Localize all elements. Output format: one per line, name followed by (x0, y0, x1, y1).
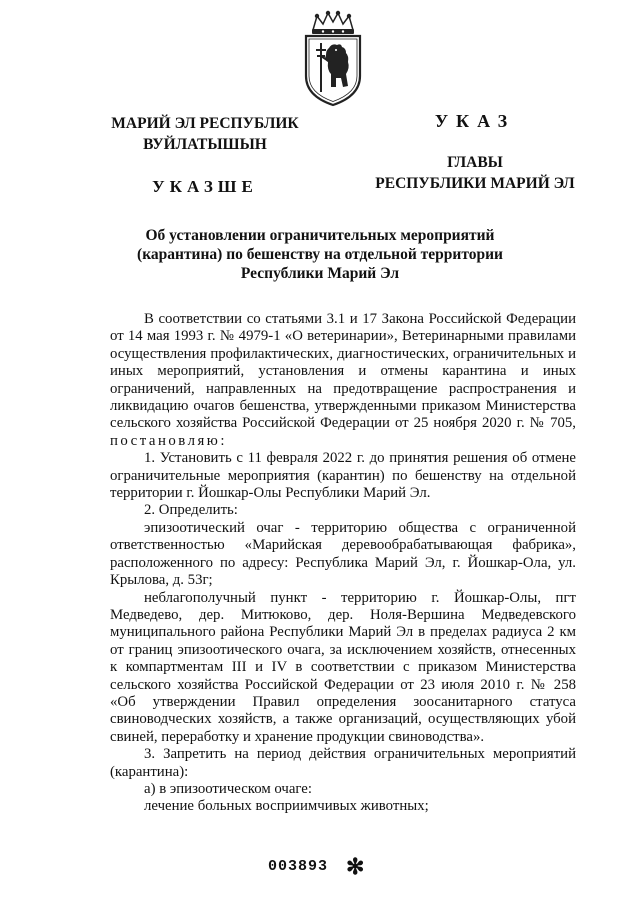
title-line-3: Республики Марий Эл (240, 265, 400, 282)
paragraph-epizootic-focus: эпизоотический очаг - территорию общества с ограниченной ответственностью «Марийская деревообрабатывающая фабрика», расположенного по адресу: Республика Марий Эл, г. Йошкар-Ола, ул. Крылова, д. 53г; (110, 519, 576, 589)
document-body (110, 311, 576, 816)
header-left-line2: ВУЙЛАТЫШЫН (143, 136, 267, 153)
header-right-block (360, 111, 590, 194)
coat-of-arms-icon (299, 10, 367, 108)
title-line-1: Об установлении ограничительных мероприятий (145, 227, 495, 244)
paragraph-subitem-a: а) в эпизоотическом очаге: (144, 780, 312, 797)
paragraph-item-3: 3. Запретить на период действия ограничительных мероприятий (карантина): (110, 746, 576, 780)
paragraph-preamble (110, 311, 576, 450)
asterisk-mark: ✻ (346, 854, 365, 879)
header-right-decree-word: УКАЗ (434, 111, 516, 131)
paragraph-item-1: 1. Установить с 11 февраля 2022 г. до принятия решения об отмене ограничительные мероприятия (карантин) по бешенству на отдельной территории г. Йошкар-Олы Республики Марий Эл. (110, 450, 576, 502)
decree-verb: постановляю: (110, 432, 227, 449)
preamble-text: В соответствии со статьями 3.1 и 17 Закона Российской Федерации от 14 мая 1993 г. № 4979-1 «О ветеринарии», Ветеринарными правилами осуществления профилактических, диагностических, ограничительных и иных мероприятий, установления и отмены карантина и иных ограничений, направленных на предотвращение распространения и ликвидацию очагов бешенства, утвержденными приказом Министерства сельского хозяйства Российской Федерации от 25 ноября 2020 г. № 705, (110, 311, 576, 432)
header-right-line3: РЕСПУБЛИКИ МАРИЙ ЭЛ (375, 175, 575, 192)
paragraph-item-2: 2. Определить: (144, 502, 238, 519)
header-left-block (100, 113, 310, 197)
crown-icon (312, 11, 354, 34)
header-left-decree-word: УКАЗШЕ (152, 177, 258, 196)
header-left-line1: МАРИЙ ЭЛ РЕСПУБЛИК (111, 115, 299, 132)
serial-number: 003893 (268, 858, 329, 875)
paragraph-treatment-ban: лечение больных восприимчивых животных; (144, 798, 429, 815)
paragraph-unfavorable-point: неблагополучный пункт - территорию г. Йошкар-Олы, пгт Медведево, дер. Митюково, дер. Ноля-Вершина Медведевского муниципального района Республики Марий Эл в пределах радиуса 2 км от границ эпизоотического очага, за исключением хозяйств, отнесенных к компартментам III и IV в соответствии с приказом Министерства сельского хозяйства Российской Федерации от 23 июля 2010 г. № 258 «Об утверждении Правил определения зоосанитарного статуса свиноводческих хозяйств, а также организаций, осуществляющих убой свиней, переработку и хранение продукции свиноводства». (110, 589, 576, 745)
title-line-2: (карантина) по бешенству на отдельной территории (137, 246, 503, 263)
header-right-line2: ГЛАВЫ (447, 154, 503, 171)
document-title (110, 226, 530, 283)
